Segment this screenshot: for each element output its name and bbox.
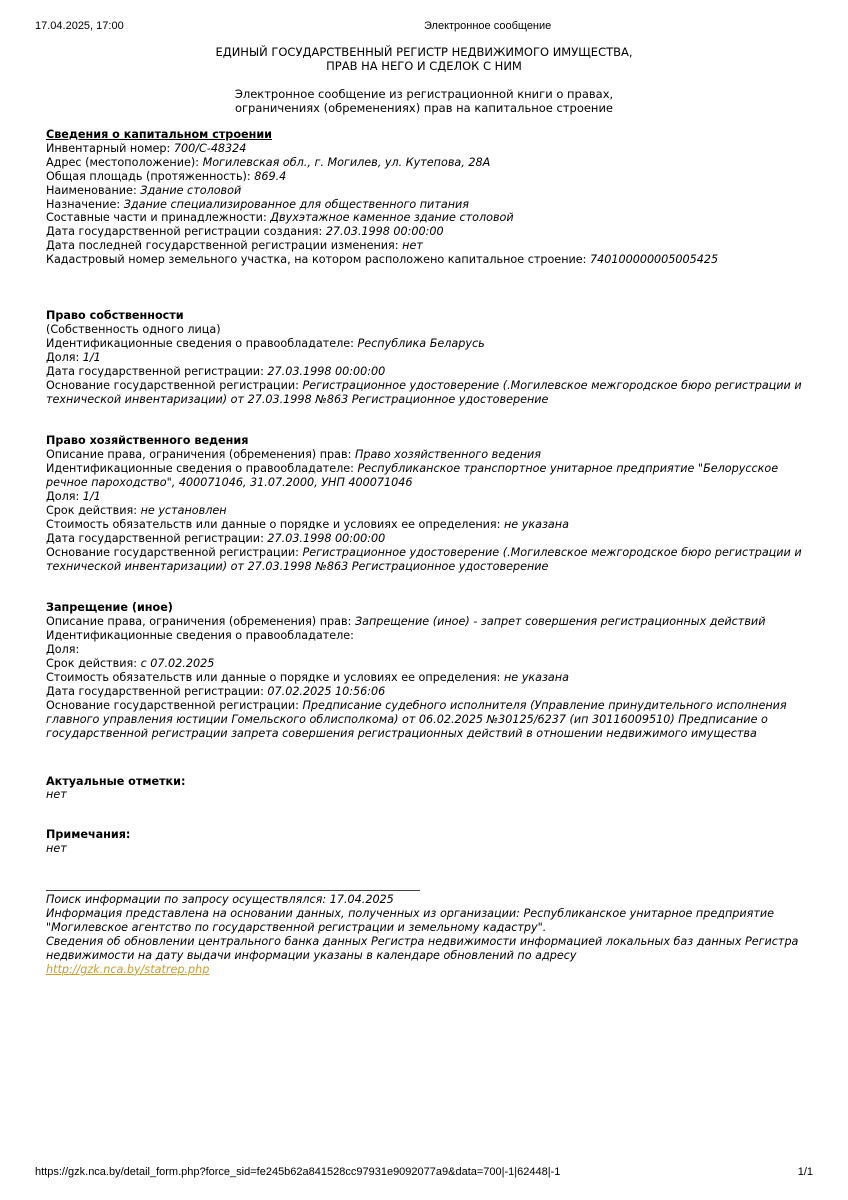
field-value: Здание столовой bbox=[140, 183, 242, 197]
field-row bbox=[46, 462, 816, 490]
field-value: Республиканское транспортное унитарное предприятие "Белорусское речное пароходство", 400071046, 31.07.2000, УНП 400071046 bbox=[46, 462, 779, 490]
field-value: Регистрационное удостоверение (.Могилевское межгородское бюро регистрации и технической инвентаризации) от 27.03.1998 №863 Регистрационное удостоверение bbox=[46, 545, 802, 573]
field-label: Идентификационные сведения о правообладателе: bbox=[46, 629, 354, 643]
subtitle-line: Электронное сообщение из регистрационной книги о правах, bbox=[234, 87, 614, 101]
section-heading: Актуальные отметки: bbox=[46, 774, 186, 788]
field-value: Право хозяйственного ведения bbox=[354, 448, 542, 462]
update-info-note: Сведения об обновлении центрального банка данных Регистра недвижимости информацией локальных баз данных Регистра недвижимости на дату выдачи информации указаны в календаре обновлений по адресу bbox=[46, 934, 799, 962]
field-label: Основание государственной регистрации: bbox=[46, 545, 303, 559]
page-number: 1/1 bbox=[797, 1166, 813, 1178]
field-value: 27.03.1998 00:00:00 bbox=[267, 531, 386, 545]
ownership-section bbox=[46, 309, 816, 406]
field-row bbox=[46, 170, 816, 184]
subtitle-line: ограничениях (обременениях) прав на капитальное строение bbox=[234, 101, 614, 115]
field-row bbox=[46, 184, 816, 198]
source-note: Информация представлена на основании данных, полученных из организации: Республиканское унитарное предприятие "Могилевское агентство по государственной регистрации и земельному кадастру". bbox=[46, 907, 775, 934]
field-row bbox=[46, 156, 816, 170]
field-label: Идентификационные сведения о правообладателе: bbox=[46, 336, 358, 350]
field-value: не установлен bbox=[140, 503, 227, 517]
ownership-note: (Собственность одного лица) bbox=[46, 322, 221, 336]
building-section bbox=[46, 128, 816, 267]
field-label: Кадастровый номер земельного участка, на котором расположено капитальное строение: bbox=[46, 253, 590, 267]
title-line: ПРАВ НА НЕГО И СДЕЛОК С НИМ bbox=[326, 59, 522, 73]
document-body bbox=[46, 45, 816, 977]
field-label: Стоимость обязательств или данные о порядке и условиях ее определения: bbox=[46, 517, 504, 531]
current-marks-section bbox=[46, 775, 816, 803]
field-row bbox=[46, 211, 816, 225]
field-row bbox=[46, 142, 816, 156]
field-row bbox=[46, 699, 816, 741]
field-value: Здание специализированное для общественного питания bbox=[123, 197, 470, 211]
current-marks-value: нет bbox=[46, 788, 67, 802]
statrep-link[interactable]: http://gzk.nca.by/statrep.php bbox=[46, 962, 210, 976]
field-label: Дата последней государственной регистрации изменения: bbox=[46, 239, 403, 253]
title-line: ЕДИНЫЙ ГОСУДАРСТВЕННЫЙ РЕГИСТР НЕДВИЖИМОГО ИМУЩЕСТВА, bbox=[215, 45, 633, 59]
print-footer bbox=[0, 1166, 848, 1182]
field-value: не указана bbox=[503, 671, 569, 684]
field-value: 1/1 bbox=[82, 350, 101, 364]
field-label: Срок действия: bbox=[46, 503, 141, 517]
field-label: Наименование: bbox=[46, 183, 141, 197]
field-value: 700/C-48324 bbox=[173, 141, 247, 155]
field-value: Могилевская обл., г. Могилев, ул. Кутепова, 28А bbox=[202, 155, 491, 169]
field-value: Двухэтажное каменное здание столовой bbox=[270, 211, 514, 225]
field-value: 07.02.2025 10:56:06 bbox=[267, 684, 386, 698]
field-row bbox=[46, 532, 816, 546]
field-label: Дата государственной регистрации: bbox=[46, 684, 268, 698]
field-value: 1/1 bbox=[82, 490, 101, 504]
footnote-divider bbox=[46, 890, 420, 891]
field-row bbox=[46, 546, 816, 574]
field-row bbox=[46, 225, 816, 239]
field-value: 27.03.1998 00:00:00 bbox=[325, 225, 444, 239]
field-row bbox=[46, 643, 816, 657]
field-row bbox=[46, 351, 816, 365]
field-row bbox=[46, 253, 816, 267]
field-row bbox=[46, 629, 816, 643]
prohibition-section bbox=[46, 601, 816, 740]
field-label: Описание права, ограничения (обременения) прав: bbox=[46, 448, 355, 462]
field-row bbox=[46, 490, 816, 504]
search-date-note: Поиск информации по запросу осуществлялся: 17.04.2025 bbox=[46, 893, 394, 907]
field-row bbox=[46, 615, 816, 629]
field-label: Стоимость обязательств или данные о порядке и условиях ее определения: bbox=[46, 671, 504, 684]
field-label: Основание государственной регистрации: bbox=[46, 698, 303, 712]
field-row bbox=[46, 685, 816, 699]
field-label: Назначение: bbox=[46, 197, 124, 211]
field-row bbox=[46, 337, 816, 351]
field-label: Доля: bbox=[46, 490, 83, 504]
field-value: 869.4 bbox=[254, 169, 287, 183]
field-value: нет bbox=[402, 239, 423, 253]
field-label: Доля: bbox=[46, 643, 80, 657]
field-value: Предписание судебного исполнителя (Управление принудительного исполнения главного управления юстиции Гомельского облисполкома) от 06.02.2025 №30125/6237 (ип 30116009510) Предписание о государственной регистрации запрета совершения регистрационных действий в отношении недвижимого имущества bbox=[46, 698, 787, 740]
print-header bbox=[0, 20, 848, 36]
field-label: Срок действия: bbox=[46, 657, 141, 671]
economic-management-section bbox=[46, 434, 816, 573]
field-value: Регистрационное удостоверение (.Могилевское межгородское бюро регистрации и технической инвентаризации) от 27.03.1998 №863 Регистрационное удостоверение bbox=[46, 378, 802, 406]
field-label: Адрес (местоположение): bbox=[46, 155, 203, 169]
print-datetime: 17.04.2025, 17:00 bbox=[35, 20, 124, 32]
field-row bbox=[46, 448, 816, 462]
section-heading: Запрещение (иное) bbox=[46, 601, 173, 615]
field-value: 27.03.1998 00:00:00 bbox=[267, 364, 386, 378]
notes-section bbox=[46, 828, 816, 856]
field-value: Республика Беларусь bbox=[357, 336, 485, 350]
field-row bbox=[46, 239, 816, 253]
field-value: 740100000005005425 bbox=[590, 253, 719, 267]
field-row bbox=[46, 671, 816, 685]
field-row bbox=[46, 365, 816, 379]
footnotes bbox=[46, 893, 816, 976]
field-label: Доля: bbox=[46, 350, 83, 364]
field-label: Составные части и принадлежности: bbox=[46, 211, 271, 225]
field-label: Общая площадь (протяженность): bbox=[46, 169, 255, 183]
field-row bbox=[46, 504, 816, 518]
document-title bbox=[0, 45, 802, 115]
print-title: Электронное сообщение bbox=[424, 20, 552, 32]
field-label: Дата государственной регистрации создания: bbox=[46, 225, 326, 239]
section-heading: Примечания: bbox=[46, 828, 131, 842]
field-row bbox=[46, 198, 816, 212]
field-label: Инвентарный номер: bbox=[46, 141, 174, 155]
section-heading: Право собственности bbox=[46, 309, 184, 323]
section-heading: Сведения о капитальном строении bbox=[46, 128, 273, 141]
field-label: Дата государственной регистрации: bbox=[46, 364, 268, 378]
field-label: Дата государственной регистрации: bbox=[46, 531, 268, 545]
field-row bbox=[46, 518, 816, 532]
field-value: Запрещение (иное) - запрет совершения регистрационных действий bbox=[354, 615, 766, 629]
field-label: Описание права, ограничения (обременения) прав: bbox=[46, 615, 355, 629]
section-heading: Право хозяйственного ведения bbox=[46, 434, 249, 448]
field-label: Основание государственной регистрации: bbox=[46, 378, 303, 392]
field-row bbox=[46, 379, 816, 407]
field-row bbox=[46, 657, 816, 671]
field-value: с 07.02.2025 bbox=[140, 657, 215, 671]
print-url: https://gzk.nca.by/detail_form.php?force_sid=fe245b62a841528cc97931e9092077a9&data=700|-1|62448|-1 bbox=[35, 1166, 561, 1178]
notes-value: нет bbox=[46, 842, 67, 856]
field-label: Идентификационные сведения о правообладателе: bbox=[46, 462, 358, 476]
field-value: не указана bbox=[503, 517, 569, 531]
